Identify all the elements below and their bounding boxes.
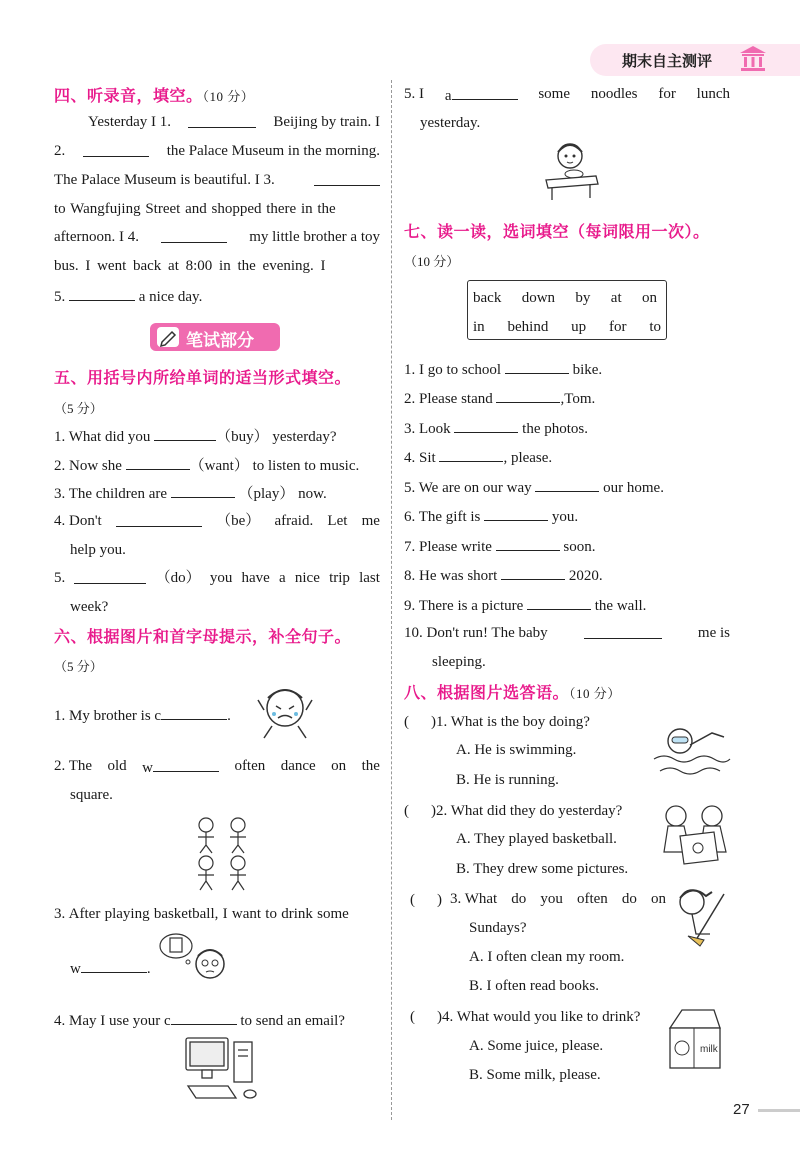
- s8-q4-b[interactable]: B. Some milk, please.: [469, 1067, 601, 1083]
- s7-q4: 4. Sit , please.: [404, 447, 552, 467]
- s4-line-7: 5. a nice day.: [54, 286, 202, 306]
- s8-q4: ( )4. What would you like to drink?: [410, 1009, 641, 1025]
- s8-q3-b[interactable]: B. I often read books.: [469, 978, 599, 994]
- s4-line-3: The Palace Museum is beautiful. I 3.: [54, 171, 380, 189]
- s8-q3-a[interactable]: A. I often clean my room.: [469, 949, 625, 965]
- blank[interactable]: [314, 171, 380, 186]
- word-box-row-2: in behind up for to: [473, 319, 661, 335]
- building-icon: [738, 44, 768, 72]
- s6-q1: 1. My brother is c .: [54, 705, 231, 725]
- blank[interactable]: [126, 455, 190, 470]
- blank[interactable]: [153, 757, 219, 772]
- s6-q2: 2. The old w often dance on the: [54, 758, 380, 776]
- blank[interactable]: [154, 426, 216, 441]
- section-8-title: 八、根据图片选答语。（10 分）: [404, 683, 621, 702]
- s7-q10-cont: sleeping.: [432, 654, 486, 670]
- blank[interactable]: [171, 1010, 237, 1025]
- page-number: 27: [733, 1101, 750, 1118]
- s8-q3-cont: Sundays?: [469, 920, 527, 936]
- s8-q3: ( ): [410, 892, 442, 908]
- s4-line-4: to Wangfujing Street and shopped there in the: [54, 201, 336, 217]
- answer-slot[interactable]: [415, 890, 437, 904]
- s4-line-5: afternoon. I 4. my little brother a toy: [54, 229, 380, 245]
- section-5-points: （5 分）: [54, 401, 103, 416]
- swimming-boy-icon: [650, 715, 732, 781]
- blank[interactable]: [161, 228, 227, 243]
- pencil-icon: [156, 326, 180, 348]
- banner-label: 笔试部分: [186, 331, 254, 351]
- computer-icon: [184, 1036, 268, 1104]
- s4-line-2: 2. the Palace Museum in the morning.: [54, 143, 380, 159]
- s6-q3: 3. After playing basketball, I want to drink some: [54, 906, 349, 922]
- milk-carton-icon: [664, 1006, 726, 1070]
- blank[interactable]: [161, 705, 227, 720]
- blank[interactable]: [452, 85, 518, 100]
- girl-sweeping-icon: [666, 884, 734, 948]
- s5-q4-cont: help you.: [70, 542, 126, 558]
- blank[interactable]: [501, 565, 565, 580]
- blank[interactable]: [188, 113, 256, 128]
- blank[interactable]: [439, 447, 503, 462]
- s7-q8: 8. He was short 2020.: [404, 565, 603, 585]
- section-5-title: 五、用括号内所给单词的适当形式填空。: [54, 368, 352, 387]
- s5-q2: 2. Now she （want） to listen to music.: [54, 455, 359, 475]
- section-7-title: 七、读一读，选词填空（每词限用一次）。: [404, 222, 710, 241]
- s6-q4: 4. May I use your c to send an email?: [54, 1010, 345, 1030]
- answer-slot[interactable]: [409, 712, 431, 726]
- blank[interactable]: [69, 286, 135, 301]
- header-title: 期末自主测评: [622, 52, 713, 70]
- kids-drawing-icon: [656, 802, 732, 866]
- blank[interactable]: [496, 536, 560, 551]
- s8-q2-b[interactable]: B. They drew some pictures.: [456, 861, 629, 877]
- word-box-row-1: back down by at on: [473, 290, 657, 306]
- s8-q3-text: 3. What do you often do on: [450, 891, 666, 907]
- s6-q2-cont: square.: [70, 787, 113, 803]
- s5-q4: 4. Don't （be） afraid. Let me: [54, 513, 380, 529]
- s5-q5: 5. （do） you have a nice trip last: [54, 570, 380, 586]
- blank[interactable]: [83, 142, 149, 157]
- section-7-points: （10 分）: [404, 254, 460, 269]
- blank[interactable]: [484, 506, 548, 521]
- s8-q1: ( )1. What is the boy doing?: [404, 714, 590, 730]
- s5-q3: 3. The children are （play） now.: [54, 483, 327, 503]
- s7-q5: 5. We are on our way our home.: [404, 477, 664, 497]
- girl-eating-icon: [540, 140, 604, 202]
- s8-q2: ( )2. What did they do yesterday?: [404, 803, 623, 819]
- s7-q9: 9. There is a picture the wall.: [404, 595, 646, 615]
- blank[interactable]: [527, 595, 591, 610]
- answer-slot[interactable]: [415, 1007, 437, 1021]
- blank[interactable]: [74, 569, 146, 584]
- section-6-title: 六、根据图片和首字母提示，补全句子。: [54, 627, 352, 646]
- blank[interactable]: [454, 418, 518, 433]
- s7-q3: 3. Look the photos.: [404, 418, 588, 438]
- s5-q1: 1. What did you （buy） yesterday?: [54, 426, 337, 446]
- blank[interactable]: [584, 624, 662, 639]
- blank[interactable]: [116, 512, 202, 527]
- footer-rule: [758, 1109, 800, 1112]
- old-people-dancing-icon: [190, 815, 256, 891]
- milk-label: milk: [700, 1044, 718, 1055]
- s8-q4-a[interactable]: A. Some juice, please.: [469, 1038, 604, 1054]
- s7-q1: 1. I go to school bike.: [404, 359, 602, 379]
- blank[interactable]: [505, 359, 569, 374]
- s6-q3-cont: w .: [70, 958, 151, 978]
- s7-q6: 6. The gift is you.: [404, 506, 578, 526]
- s7-q7: 7. Please write soon.: [404, 536, 595, 556]
- s8-q1-b[interactable]: B. He is running.: [456, 772, 559, 788]
- s8-q2-a[interactable]: A. They played basketball.: [456, 831, 617, 847]
- blank[interactable]: [81, 958, 147, 973]
- s8-q1-a[interactable]: A. He is swimming.: [456, 742, 577, 758]
- s6-q5-cont: yesterday.: [420, 115, 481, 131]
- section-6-points: （5 分）: [54, 659, 103, 674]
- s4-line-6: bus. I went back at 8:00 in the evening. I: [54, 258, 326, 274]
- section-4-title: 四、听录音，填空。（10 分）: [54, 86, 255, 105]
- s6-q5: 5. I a some noodles for lunch: [404, 86, 730, 104]
- thirsty-boy-icon: [156, 930, 236, 986]
- s5-q5-cont: week?: [70, 599, 109, 615]
- blank[interactable]: [171, 483, 235, 498]
- answer-slot[interactable]: [409, 801, 431, 815]
- s7-q10: 10. Don't run! The baby me is: [404, 625, 730, 641]
- s4-line-1: Yesterday I 1. Beijing by train. I: [88, 114, 380, 130]
- s7-q2: 2. Please stand ,Tom.: [404, 388, 595, 408]
- column-divider: [391, 80, 392, 1120]
- blank[interactable]: [535, 477, 599, 492]
- crying-boy-icon: [250, 680, 320, 740]
- blank[interactable]: [496, 388, 560, 403]
